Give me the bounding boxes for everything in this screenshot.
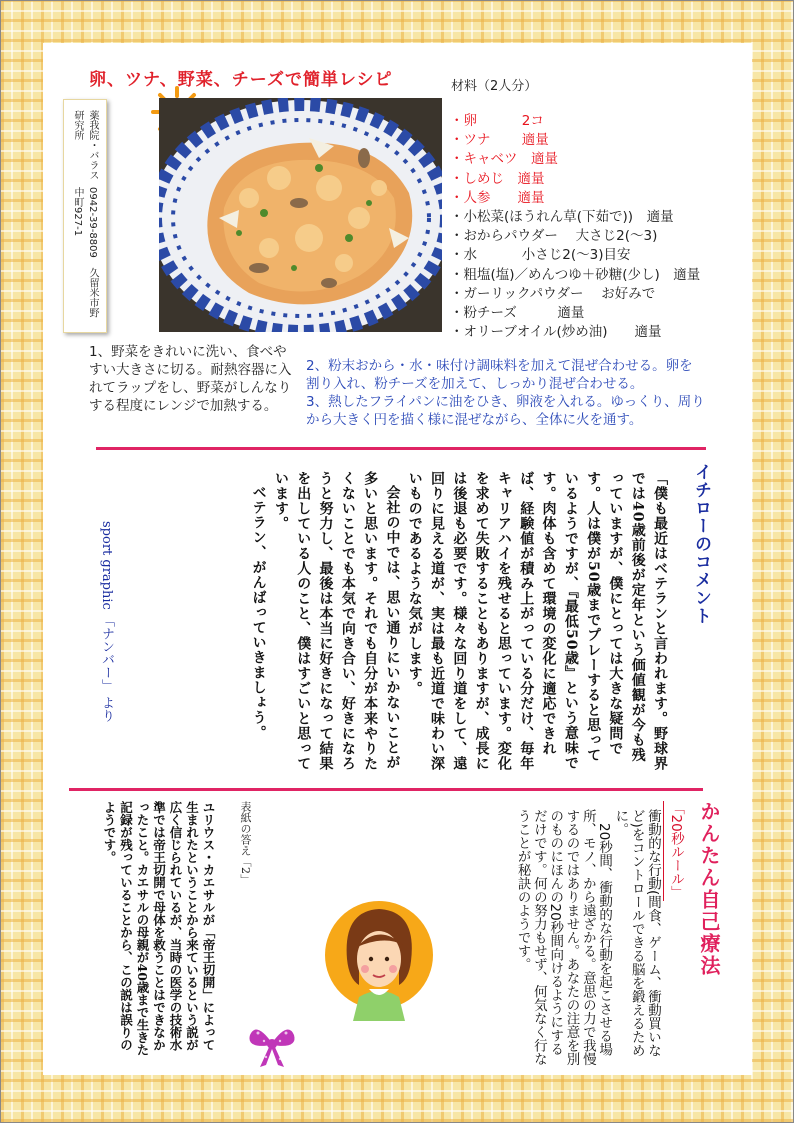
ingredient-item: ・粗塩(塩)／めんつゆ＋砂糖(少し) 適量	[450, 266, 701, 283]
quiz-answer: 表紙の答え「2」	[239, 801, 252, 885]
source-credit: sport graphic 「ナンバー」 より	[99, 521, 114, 723]
food-photo	[159, 98, 442, 332]
ingredient-item: ・キャベツ 適量	[450, 151, 558, 168]
recipe-step-3: 3、熱したフライパンに油をひき、卵液を入れる。ゆっくり、周りから大きく円を描く様に混ぜながら、全体に火を通す。	[306, 394, 705, 428]
kantan-paragraph: 衝動的な行動(間食、ゲーム、衝動買いなど)をコントロールできる脳を鍛えるために。	[612, 809, 661, 1058]
address-card	[63, 99, 107, 333]
kantan-title: かんたん自己療法	[697, 801, 721, 977]
ingredient-item: ・人参 適量	[450, 189, 545, 206]
kantan-paragraph: 20秒間、衝動的な行動を起こさせる場所、モノ、から遠ざかる。意思の力で我慢するのではありません。あなたの注意を別のものにほんの20秒間向けるようにするだけです。何の努力もせず、何気なく行なうことが秘訣のようです。	[514, 809, 613, 1066]
ribbon-icon	[246, 1021, 298, 1069]
divider-line	[69, 788, 703, 791]
ichiro-paragraph: ベテラン、がんばっていきましょう。	[250, 485, 267, 740]
ingredient-item: ・小松菜(ほうれん草(下茹で)) 適量	[450, 209, 674, 226]
recipe-step-2: 2、粉末おから・水・味付け調味料を加えて混ぜ合わせる。卵を割り入れ、粉チーズを加えて、しっかり混ぜ合わせる。	[306, 358, 693, 392]
ichiro-title: イチローのコメント	[691, 463, 711, 625]
ingredient-list	[450, 112, 750, 342]
ichiro-paragraph: 「僕も最近はベテランと言われます。野球界では40歳前後が定年という価値観が今も残っていますが、僕にとっては大きな疑問です。人は僕が50歳までプレーすると思っているようですが、『最低50歳』という意味です。肉体も含めて環境の変化に適応できれば、経験値が積み上がっている分だけ、毎年キャリアハイを残せると思っています。変化を求めて失敗することもありますが、成長には後退も必要です。様々な回り道をして、遠回りに見える道が、実は最も近道で味わい深いものであるような気がします。	[406, 471, 668, 771]
ingredient-item: ・おからパウダー 大さじ2(～3)	[450, 228, 658, 245]
ingredient-item: ・ツナ 適量	[450, 132, 549, 149]
address-name: 薬我院・バラス研究所	[72, 110, 98, 180]
divider-line	[96, 447, 706, 450]
twenty-second-rule: 「20秒ルール」	[663, 801, 686, 901]
ingredient-item: ・しめじ 適量	[450, 170, 545, 187]
ichiro-paragraph: 会社の中では、思い通りにいかないことが多いと思います。それでも自分が本来やりたくないことでも本気で向き合い、好きになろうと努力し、最後は本当に好きになって結果を出している人のこと、僕はすごいと思っています。	[272, 471, 401, 771]
kantan-body	[481, 809, 661, 1069]
recipe-steps-2-3	[306, 357, 706, 429]
ingredient-item: ・オリーブオイル(炒め油) 適量	[450, 324, 662, 341]
recipe-title: 卵、ツナ、野菜、チーズで簡単レシピ	[89, 70, 393, 90]
ingredient-item: ・卵 2コ	[450, 113, 544, 129]
ingredient-item: ・ガーリックパウダー お好みで	[450, 285, 656, 302]
girl-illustration	[325, 889, 433, 1021]
recipe-step-1: 1、野菜をきれいに洗い、食べやすい大きさに切る。耐熱容器に入れてラップをし、野菜がしんなりする程度にレンジで加熱する。	[89, 344, 292, 414]
caesar-note: ユリウス・カエサルが「帝王切開」によって生まれたということから来ているという説が広く信じられているが、当時の医学の技術水準では帝王切開で母体を救うことはできなかったこと。カエサルの母親が40歳まで生きた記録が残っていることから、この説は誤りのようです。	[102, 801, 216, 1056]
materials-heading: 材料（2人分）	[451, 79, 538, 94]
ingredient-item: ・粉チーズ 適量	[450, 305, 585, 322]
address-contact: 0942-39-8809 久留米市野中町927-1	[72, 186, 98, 318]
ichiro-comment	[136, 471, 671, 776]
ingredient-item: ・水 小さじ2(～3)目安	[450, 247, 631, 264]
